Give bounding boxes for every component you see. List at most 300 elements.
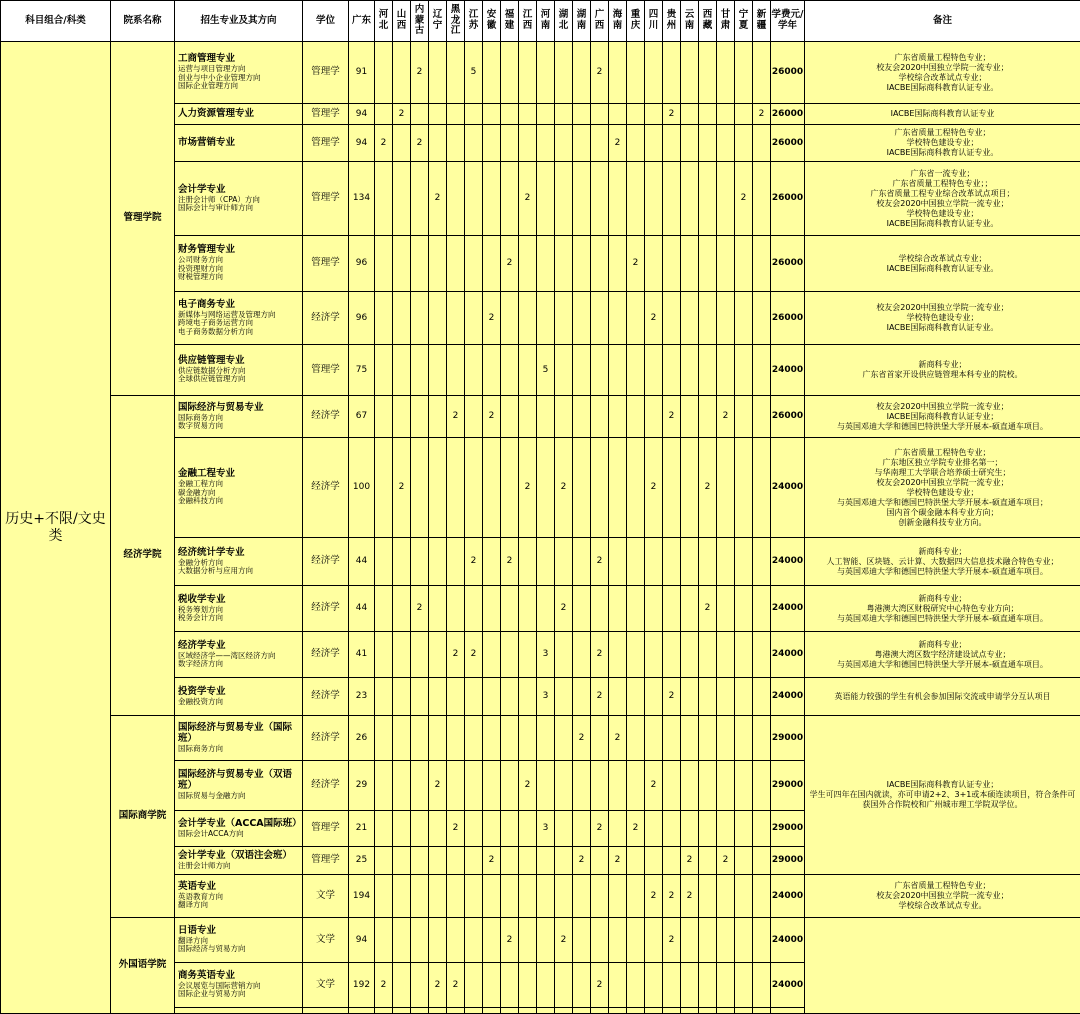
remark-line: 学校特色建设专业； [807,138,1078,148]
fee-cell: 26000 [771,236,805,292]
remark-cell [805,586,1080,632]
major-direction: 注册会计师（CPA）方向 [178,196,302,204]
quota-cell [573,918,591,963]
remark-line: 广东省质量工程特色专业； [807,53,1078,63]
quota-cell [717,104,735,125]
quota-cell: 2 [627,811,645,847]
quota-cell [393,847,411,875]
quota-cell [717,918,735,963]
remark-line: 新商科专业； [807,547,1078,557]
quota-cell: 2 [735,162,753,236]
quota-cell [555,42,573,104]
quota-cell [555,963,573,1008]
quota-cell [375,1008,393,1014]
quota-cell [663,1008,681,1014]
degree-cell: 经济学 [303,292,349,345]
quota-cell [573,632,591,678]
quota-cell: 2 [447,963,465,1008]
fee-cell: 24000 [771,632,805,678]
quota-cell: 2 [465,632,483,678]
degree-cell: 文学 [303,875,349,918]
quota-cell [591,292,609,345]
major-cell [175,875,303,918]
quota-cell: 44 [349,538,375,586]
quota-cell [753,811,771,847]
major-name: 会计学专业 [178,185,302,196]
quota-cell [699,236,717,292]
major-cell [175,396,303,438]
quota-cell: 2 [591,632,609,678]
quota-cell [717,678,735,716]
quota-cell [627,125,645,162]
quota-cell [753,396,771,438]
quota-cell [645,918,663,963]
quota-cell [663,42,681,104]
quota-cell [483,42,501,104]
quota-cell [663,847,681,875]
remark-line: 校友会2020中国独立学院一流专业； [807,63,1078,73]
major-name: 电子商务专业 [178,300,302,311]
quota-cell [537,1008,555,1014]
quota-cell [483,761,501,811]
quota-cell [429,345,447,396]
quota-cell [645,104,663,125]
quota-cell [699,42,717,104]
quota-cell [375,396,393,438]
quota-cell [411,963,429,1008]
quota-cell [735,538,753,586]
remark-line: 学校特色建设专业； [807,209,1078,219]
quota-cell [393,236,411,292]
quota-cell [447,125,465,162]
quota-cell: 2 [483,292,501,345]
remark-line: 新商科专业； [807,594,1078,604]
quota-cell [393,963,411,1008]
quota-cell [609,438,627,538]
remark-line: 广东地区独立学院专业排名第一； [807,458,1078,468]
quota-cell [735,292,753,345]
fee-cell: 24000 [771,538,805,586]
fee-cell: 29000 [771,716,805,761]
quota-cell [753,963,771,1008]
quota-cell [591,125,609,162]
quota-cell [555,162,573,236]
quota-cell [429,104,447,125]
quota-cell [555,125,573,162]
remark-line: 学校特色建设专业； [807,488,1078,498]
quota-cell [375,875,393,918]
quota-cell [465,104,483,125]
quota-cell [645,1008,663,1014]
quota-cell [537,875,555,918]
quota-cell [483,1008,501,1014]
quota-cell: 94 [349,918,375,963]
remark-line: 与英国邓迪大学和德国巴特洪堡大学开展本-硕直通车项目。 [807,614,1078,624]
quota-cell [393,538,411,586]
quota-cell [537,236,555,292]
quota-cell [609,236,627,292]
remark-line: 学校综合改革试点专业。 [807,901,1078,911]
header-province-19: 西藏 [699,1,717,42]
quota-cell [501,586,519,632]
quota-cell [411,875,429,918]
quota-cell [645,586,663,632]
header-fee: 学费元/学年 [771,1,805,42]
quota-cell [663,761,681,811]
quota-cell [447,847,465,875]
quota-cell [519,1008,537,1014]
quota-cell [609,396,627,438]
quota-cell [627,438,645,538]
quota-cell [645,396,663,438]
quota-cell [429,538,447,586]
quota-cell [699,963,717,1008]
quota-cell [681,632,699,678]
quota-cell [519,345,537,396]
quota-cell [555,292,573,345]
remark-line: 校友会2020中国独立学院一流专业； [807,402,1078,412]
quota-cell [627,963,645,1008]
major-direction: 金融投资方向 [178,698,302,706]
quota-cell [627,761,645,811]
major-direction: 公司财务方向 [178,256,302,264]
quota-cell: 2 [591,963,609,1008]
quota-cell [483,236,501,292]
quota-cell [447,678,465,716]
quota-cell: 2 [717,396,735,438]
major-direction: 电子商务数据分析方向 [178,328,302,336]
quota-cell [753,125,771,162]
major-direction: 金融工程方向 [178,480,302,488]
quota-cell [753,538,771,586]
quota-cell [753,42,771,104]
quota-cell [627,847,645,875]
quota-cell: 2 [663,104,681,125]
quota-cell: 2 [717,847,735,875]
major-cell [175,1008,303,1014]
quota-cell [519,292,537,345]
remark-line: 人工智能、区块链、云计算、大数据四大信息技术融合特色专业； [807,557,1078,567]
major-cell [175,42,303,104]
quota-cell: 5 [537,345,555,396]
header-province-20: 甘肃 [717,1,735,42]
quota-cell: 2 [555,918,573,963]
major-direction: 国际企业管理方向 [178,82,302,90]
fee-cell: 29000 [771,761,805,811]
quota-cell: 2 [609,125,627,162]
major-cell [175,292,303,345]
remark-cell [805,875,1080,918]
quota-cell [465,162,483,236]
quota-cell: 2 [483,396,501,438]
quota-cell [483,811,501,847]
quota-cell [465,678,483,716]
quota-cell [663,716,681,761]
degree-cell: 经济学 [303,538,349,586]
quota-cell [447,586,465,632]
degree-cell: 经济学 [303,761,349,811]
quota-cell [753,345,771,396]
major-name: 英语专业 [178,882,302,893]
remark-line: 创新金融科技专业方向。 [807,518,1078,528]
remark-line: 校友会2020中国独立学院一流专业； [807,303,1078,313]
quota-cell [645,125,663,162]
remark-line: 广东省质量工程特色专业； [807,128,1078,138]
quota-cell [555,104,573,125]
remark-line: 粤港澳大湾区数字经济建设试点专业； [807,650,1078,660]
quota-cell: 2 [393,104,411,125]
quota-cell [627,162,645,236]
quota-cell [753,918,771,963]
quota-cell [663,586,681,632]
header-province-13: 广西 [591,1,609,42]
quota-cell [429,42,447,104]
quota-cell: 2 [411,42,429,104]
quota-cell [465,918,483,963]
quota-cell [645,716,663,761]
major-direction: 大数据分析与应用方向 [178,567,302,575]
header-province-12: 湖南 [573,1,591,42]
quota-cell [555,396,573,438]
major-name: 人力资源管理专业 [178,109,302,120]
quota-cell [537,104,555,125]
quota-cell [717,632,735,678]
quota-cell [349,1008,375,1014]
quota-cell [717,1008,735,1014]
quota-cell [735,875,753,918]
quota-cell [393,396,411,438]
header-province-7: 安徽 [483,1,501,42]
quota-cell [411,538,429,586]
quota-cell [555,875,573,918]
major-direction: 注册会计师方向 [178,862,302,870]
quota-cell [735,716,753,761]
major-cell [175,716,303,761]
major-name: 国际经济与贸易专业（国际班） [178,723,302,745]
major-name: 市场营销专业 [178,138,302,149]
quota-cell: 2 [573,716,591,761]
college-cell: 经济学院 [111,396,175,716]
quota-cell [753,632,771,678]
quota-cell [609,761,627,811]
quota-cell [573,875,591,918]
quota-cell [681,125,699,162]
header-province-6: 江苏 [465,1,483,42]
quota-cell [537,125,555,162]
quota-cell [483,125,501,162]
header-province-17: 贵州 [663,1,681,42]
quota-cell [663,538,681,586]
quota-cell [627,1008,645,1014]
quota-cell [573,1008,591,1014]
quota-cell [483,162,501,236]
quota-cell [717,811,735,847]
quota-cell [645,236,663,292]
quota-cell [519,678,537,716]
quota-cell: 2 [447,811,465,847]
quota-cell [753,716,771,761]
major-direction: 国际经济与贸易方向 [178,945,302,953]
quota-cell [375,104,393,125]
quota-cell: 2 [663,918,681,963]
quota-cell [735,963,753,1008]
quota-cell: 94 [349,104,375,125]
quota-cell [717,162,735,236]
quota-cell [699,1008,717,1014]
remark-line: 粤港澳大湾区财税研究中心特色专业方向； [807,604,1078,614]
quota-cell [663,345,681,396]
quota-cell [501,678,519,716]
header-province-16: 四川 [645,1,663,42]
quota-cell [447,162,465,236]
quota-cell [537,586,555,632]
quota-cell [681,811,699,847]
degree-cell: 管理学 [303,162,349,236]
quota-cell [537,716,555,761]
quota-cell [375,438,393,538]
quota-cell [663,632,681,678]
remark-line: 广东省质量工程特色专业；； [807,179,1078,189]
remark-line: 校友会2020中国独立学院一流专业； [807,891,1078,901]
quota-cell [375,716,393,761]
remark-line: IACBE国际商科教育认证专业 [807,109,1078,119]
remark-cell [805,162,1080,236]
quota-cell: 26 [349,716,375,761]
quota-cell [573,586,591,632]
quota-cell [717,345,735,396]
quota-cell [699,538,717,586]
quota-cell: 2 [591,538,609,586]
quota-cell [753,162,771,236]
quota-cell [429,632,447,678]
quota-cell [573,761,591,811]
fee-cell: 24000 [771,586,805,632]
quota-cell [501,396,519,438]
quota-cell [609,963,627,1008]
quota-cell [735,678,753,716]
quota-cell [537,761,555,811]
remark-line: 广东省质量工程专业综合改革试点项目； [807,189,1078,199]
quota-cell [501,1008,519,1014]
quota-cell [537,42,555,104]
quota-cell: 194 [349,875,375,918]
remark-line: 与英国邓迪大学和德国巴特洪堡大学开展本-硕直通车项目。 [807,422,1078,432]
major-name: 经济学专业 [178,641,302,652]
header-province-0: 广东 [349,1,375,42]
quota-cell [591,396,609,438]
major-name: 日语专业 [178,926,302,937]
quota-cell: 67 [349,396,375,438]
table-row [1,716,1080,761]
quota-cell [699,847,717,875]
quota-cell [681,963,699,1008]
quota-cell [627,292,645,345]
quota-cell [753,678,771,716]
quota-cell [429,292,447,345]
header-province-18: 云南 [681,1,699,42]
quota-cell: 2 [483,847,501,875]
quota-cell: 2 [645,761,663,811]
remark-line: 广东省质量工程特色专业； [807,448,1078,458]
quota-cell: 2 [393,438,411,538]
quota-cell [681,918,699,963]
quota-cell [573,438,591,538]
quota-cell [699,632,717,678]
quota-cell [411,847,429,875]
quota-cell [735,125,753,162]
quota-cell [429,716,447,761]
header-category: 科目组合/科类 [1,1,111,42]
quota-cell: 2 [663,875,681,918]
quota-cell: 2 [501,918,519,963]
quota-cell [555,632,573,678]
quota-cell [555,716,573,761]
quota-cell [717,875,735,918]
quota-cell [537,538,555,586]
header-college: 院系名称 [111,1,175,42]
major-direction: 全球供应链管理方向 [178,375,302,383]
quota-cell [609,162,627,236]
quota-cell [447,1008,465,1014]
quota-cell [717,716,735,761]
remark-line: IACBE国际商科教育认证专业； [807,780,1078,790]
quota-cell [681,586,699,632]
header-province-14: 海南 [609,1,627,42]
degree-cell: 管理学 [303,811,349,847]
remark-cell [805,678,1080,716]
remark-cell [805,292,1080,345]
quota-cell: 2 [573,847,591,875]
header-province-15: 重庆 [627,1,645,42]
quota-cell [717,963,735,1008]
quota-cell [555,811,573,847]
quota-cell [681,678,699,716]
degree-cell: 管理学 [303,125,349,162]
major-cell [175,811,303,847]
remark-line: IACBE国际商科教育认证专业。 [807,264,1078,274]
quota-cell [591,236,609,292]
quota-cell [609,811,627,847]
quota-cell [591,1008,609,1014]
quota-cell: 2 [447,396,465,438]
quota-cell [591,918,609,963]
header-row [1,1,1080,42]
quota-cell [411,438,429,538]
major-cell [175,632,303,678]
quota-cell [681,292,699,345]
remark-cell [805,632,1080,678]
quota-cell [501,162,519,236]
quota-cell [681,42,699,104]
quota-cell: 2 [429,162,447,236]
remark-line: 学校综合改革试点专业； [807,254,1078,264]
college-cell: 管理学院 [111,42,175,396]
fee-cell [771,1008,805,1014]
quota-cell [465,963,483,1008]
quota-cell [699,345,717,396]
major-direction: 创业与中小企业管理方向 [178,74,302,82]
quota-cell: 2 [609,716,627,761]
quota-cell [537,963,555,1008]
remark-line: IACBE国际商科教育认证专业； [807,412,1078,422]
major-direction: 新媒体与网络运营及管理方向 [178,311,302,319]
degree-cell: 经济学 [303,586,349,632]
header-remark: 备注 [805,1,1080,42]
quota-cell [699,292,717,345]
quota-cell [645,963,663,1008]
quota-cell [609,292,627,345]
quota-cell [573,678,591,716]
